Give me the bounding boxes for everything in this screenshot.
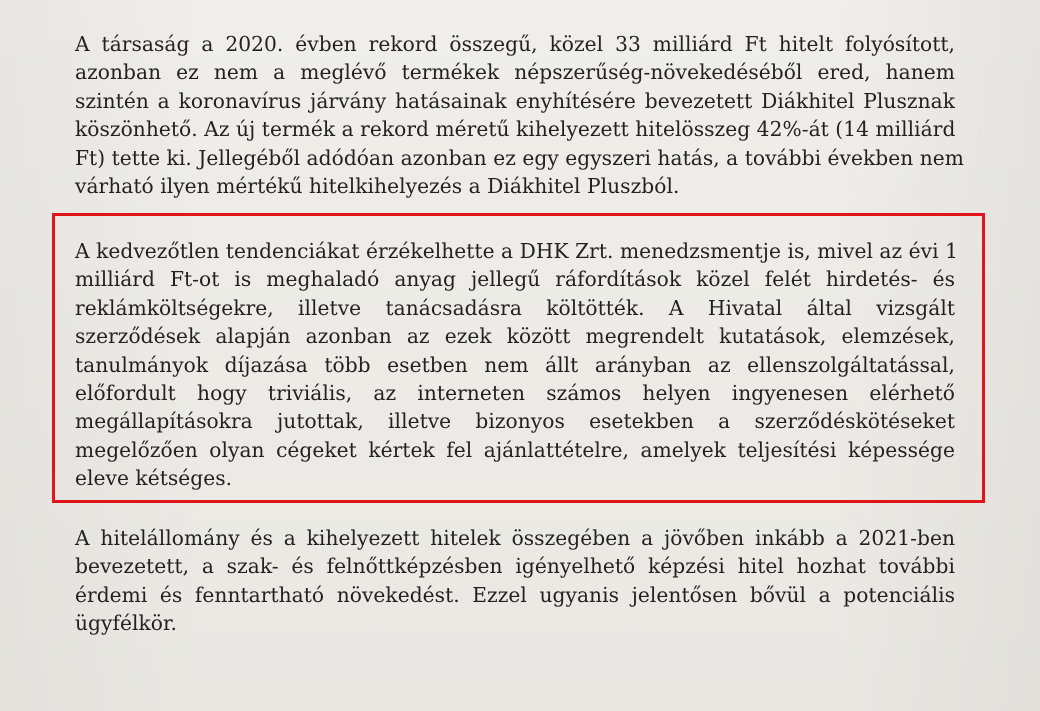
text-line: eleve kétséges.: [75, 466, 233, 491]
text-line: azonban ez nem a meglévő termékek népszerűség-növekedéséből ered, hanem: [75, 60, 955, 85]
text-line: bevezetett, a szak- és felnőttképzésben igényelhető képzési hitel hozhat további: [75, 554, 955, 579]
text-line: köszönhető. Az új termék a rekord méretű kihelyezett hitelösszeg 42%-át (14 milliárd: [75, 117, 956, 142]
text-line: A társaság a 2020. évben rekord összegű, közel 33 milliárd Ft hitelt folyósított,: [75, 32, 955, 56]
text-line: A hitelállomány és a kihelyezett hitelek összegében a jövőben inkább a 2021-ben: [75, 526, 955, 550]
text-line: A kedvezőtlen tendenciákat érzékelhette a DHK Zrt. menedzsmentje is, mivel az évi 1: [75, 239, 958, 263]
text-line: szintén a koronavírus járvány hatásainak enyhítésére bevezetett Diákhitel Plusznak: [75, 88, 955, 113]
paragraph-2-highlighted: [75, 237, 958, 493]
text-line: ügyfélkör.: [75, 611, 177, 636]
text-line: várható ilyen mértékű hitelkihelyezés a Diákhitel Pluszból.: [75, 173, 680, 198]
text-line: milliárd Ft-ot is meghaladó anyag jellegű ráfordítások közel felét hirdetés- és: [75, 267, 955, 292]
text-line: megállapításokra jutottak, illetve bizonyos esetekben a szerződéskötéseket: [75, 409, 955, 434]
text-line: reklámköltségekre, illetve tanácsadásra költötték. A Hivatal által vizsgált: [75, 295, 955, 320]
text-line: szerződések alapján azonban az ezek között megrendelt kutatások, elemzések,: [75, 324, 955, 349]
text-line: előfordult hogy triviális, az interneten számos helyen ingyenesen elérhető: [75, 380, 955, 405]
paragraph-1: [75, 30, 964, 200]
text-line: megelőzően olyan cégeket kértek fel ajánlattételre, amelyek teljesítési képessége: [75, 437, 955, 462]
text-line: Ft) tette ki. Jellegéből adódóan azonban ez egy egyszeri hatás, a további években nem: [75, 145, 964, 170]
text-line: érdemi és fenntartható növekedést. Ezzel ugyanis jelentősen bővül a potenciális: [75, 582, 955, 607]
text-line: tanulmányok díjazása több esetben nem állt arányban az ellenszolgáltatással,: [75, 352, 955, 377]
paragraph-3: [75, 524, 955, 638]
